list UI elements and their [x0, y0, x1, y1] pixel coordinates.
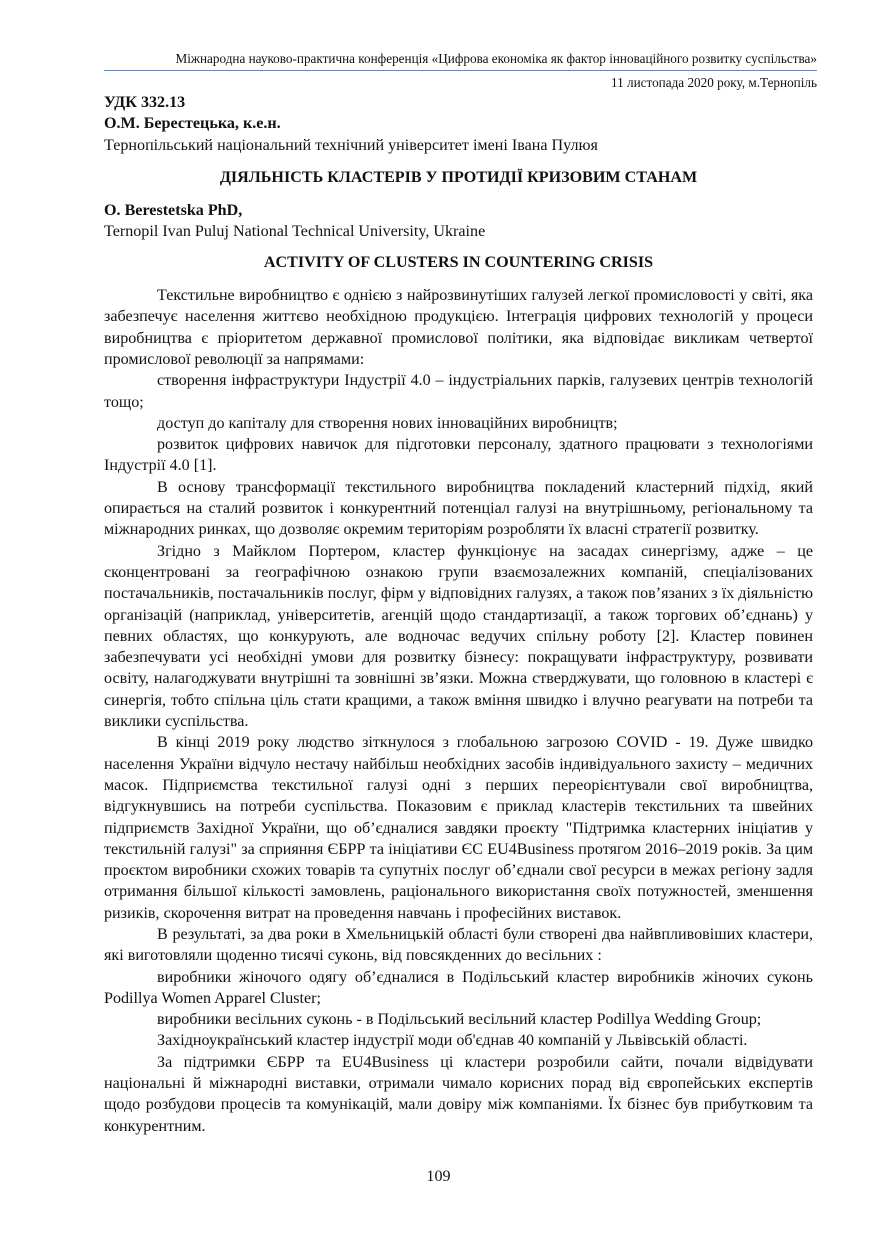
- paragraph: В кінці 2019 року людство зіткнулося з глобальною загрозою COVID - 19. Дуже швидко населення України відчуло нестачу найбільш необхідних засобів індивідуального захисту – медичних масок. Підприємства текстильної галузі одні з перших переорієнтували свої виробництва, відгукнувшись на потреби суспільства. Показовим є приклад кластерів текстильних та швейних підприємств Західної України, що об’єдналися завдяки проєкту "Підтримка кластерних ініціатив у текстильній галузі" за сприяння ЄБРР та ініціативи ЄС EU4Business протягом 2016–2019 років. За цим проєктом виробники схожих товарів та супутніх послуг об’єднали свої ресурси в межах регіону задля отримання більшої кількості замовлень, раціонального використання своїх потужностей, зменшення ризиків, скорочення витрат на проведення навчань і професійних виставок.: [104, 734, 813, 922]
- date-place: 11 листопада 2020 року, м.Тернопіль: [611, 75, 817, 90]
- paragraph: Текстильне виробництво є однією з найрозвинутіших галузей легкої промисловості у світі, яка забезпечує населення життєво необхідною продукцією. Інтеграція цифрових технологій у процеси виробництва є пріоритетом державної промислової політики, яка відповідає викликам четвертої промислової революції за напрямами:: [104, 287, 813, 368]
- author-en: O. Berestetska PhD,: [104, 202, 243, 220]
- header-rule: [104, 70, 817, 71]
- title-en: ACTIVITY OF CLUSTERS IN COUNTERING CRISIS: [263, 253, 654, 271]
- list-item: Західноукраїнський кластер індустрії моди об'єднав 40 компаній у Львівській області.: [157, 1032, 748, 1050]
- udc-code: УДК 332.13: [104, 94, 186, 111]
- running-head: Міжнародна науково-практична конференція «Цифрова економіка як фактор інноваційного розвитку суспільства»: [175, 51, 817, 66]
- list-item: створення інфраструктури Індустрії 4.0 – індустріальних парків, галузевих центрів технологій тощо;: [104, 372, 813, 411]
- list-item: виробники весільних суконь - в Подільський весільний кластер Podillya Wedding Group;: [157, 1011, 762, 1029]
- affiliation-ua: Тернопільський національний технічний університет імені Івана Пулюя: [104, 136, 598, 154]
- paragraph: В результаті, за два роки в Хмельницькій області були створені два найвпливовіших кластери, які виготовляли щоденно тисячі суконь, від повсякденних до весільних :: [104, 925, 813, 965]
- affiliation-en: Ternopil Ivan Puluj National Technical University, Ukraine: [104, 223, 486, 241]
- article-body: [104, 92, 813, 1137]
- paragraph: За підтримки ЄБРР та EU4Business ці кластери розробили сайти, почали відвідувати національні й міжнародні виставки, отримали чимало корисних порад від європейських експертів щодо розбудови процесів та комунікацій, мали довіру між компаніями. Їх бізнес був прибутковим та конкурентним.: [104, 1053, 813, 1135]
- list-item: виробники жіночого одягу об’єдналися в Подільський кластер виробників жіночих суконь Podillya Women Apparel Cluster;: [104, 968, 813, 1007]
- list-item: доступ до капіталу для створення нових інноваційних виробництв;: [157, 414, 618, 432]
- list-item: розвиток цифрових навичок для підготовки персоналу, здатного працювати з технологіями Індустрії 4.0 [1].: [104, 436, 813, 475]
- page-number: 109: [426, 1168, 451, 1185]
- paragraph: В основу трансформації текстильного виробництва покладений кластерний підхід, який опирається на сталий розвиток і конкурентний потенціал галузі на внутрішньому, регіональному та міжнародних ринках, що дозволяє окремим територіям розробляти їх власні стратегії розвитку.: [104, 478, 813, 539]
- title-ua: ДІЯЛЬНІСТЬ КЛАСТЕРІВ У ПРОТИДІЇ КРИЗОВИМ СТАНАМ: [219, 168, 698, 186]
- paragraph: Згідно з Майклом Портером, кластер функціонує на засадах синергізму, адже – це сконцентровані за географічною ознакою групи взаємозалежних компаній, спеціалізованих постачальників, постачальників послуг, фірм у відповідних галузях, а також пов’язаних з їх діяльністю організацій (наприклад, університетів, агенцій щодо стандартизації, а також торгових об’єднань) у певних областях, що конкурують, але водночас ведучих спільну роботу [2]. Кластер повинен забезпечувати усі необхідні умови для розвитку бізнесу: покращувати інфраструктуру, розвивати освіту, налагоджувати внутрішні та зовнішні зв’язки. Можна стверджувати, що головною в кластері є синергія, тобто спільна ціль стати кращими, а також вміння швидко і влучно реагувати на потреби та виклики суспільства.: [104, 542, 813, 731]
- author-ua: О.М. Берестецька, к.е.н.: [104, 115, 281, 133]
